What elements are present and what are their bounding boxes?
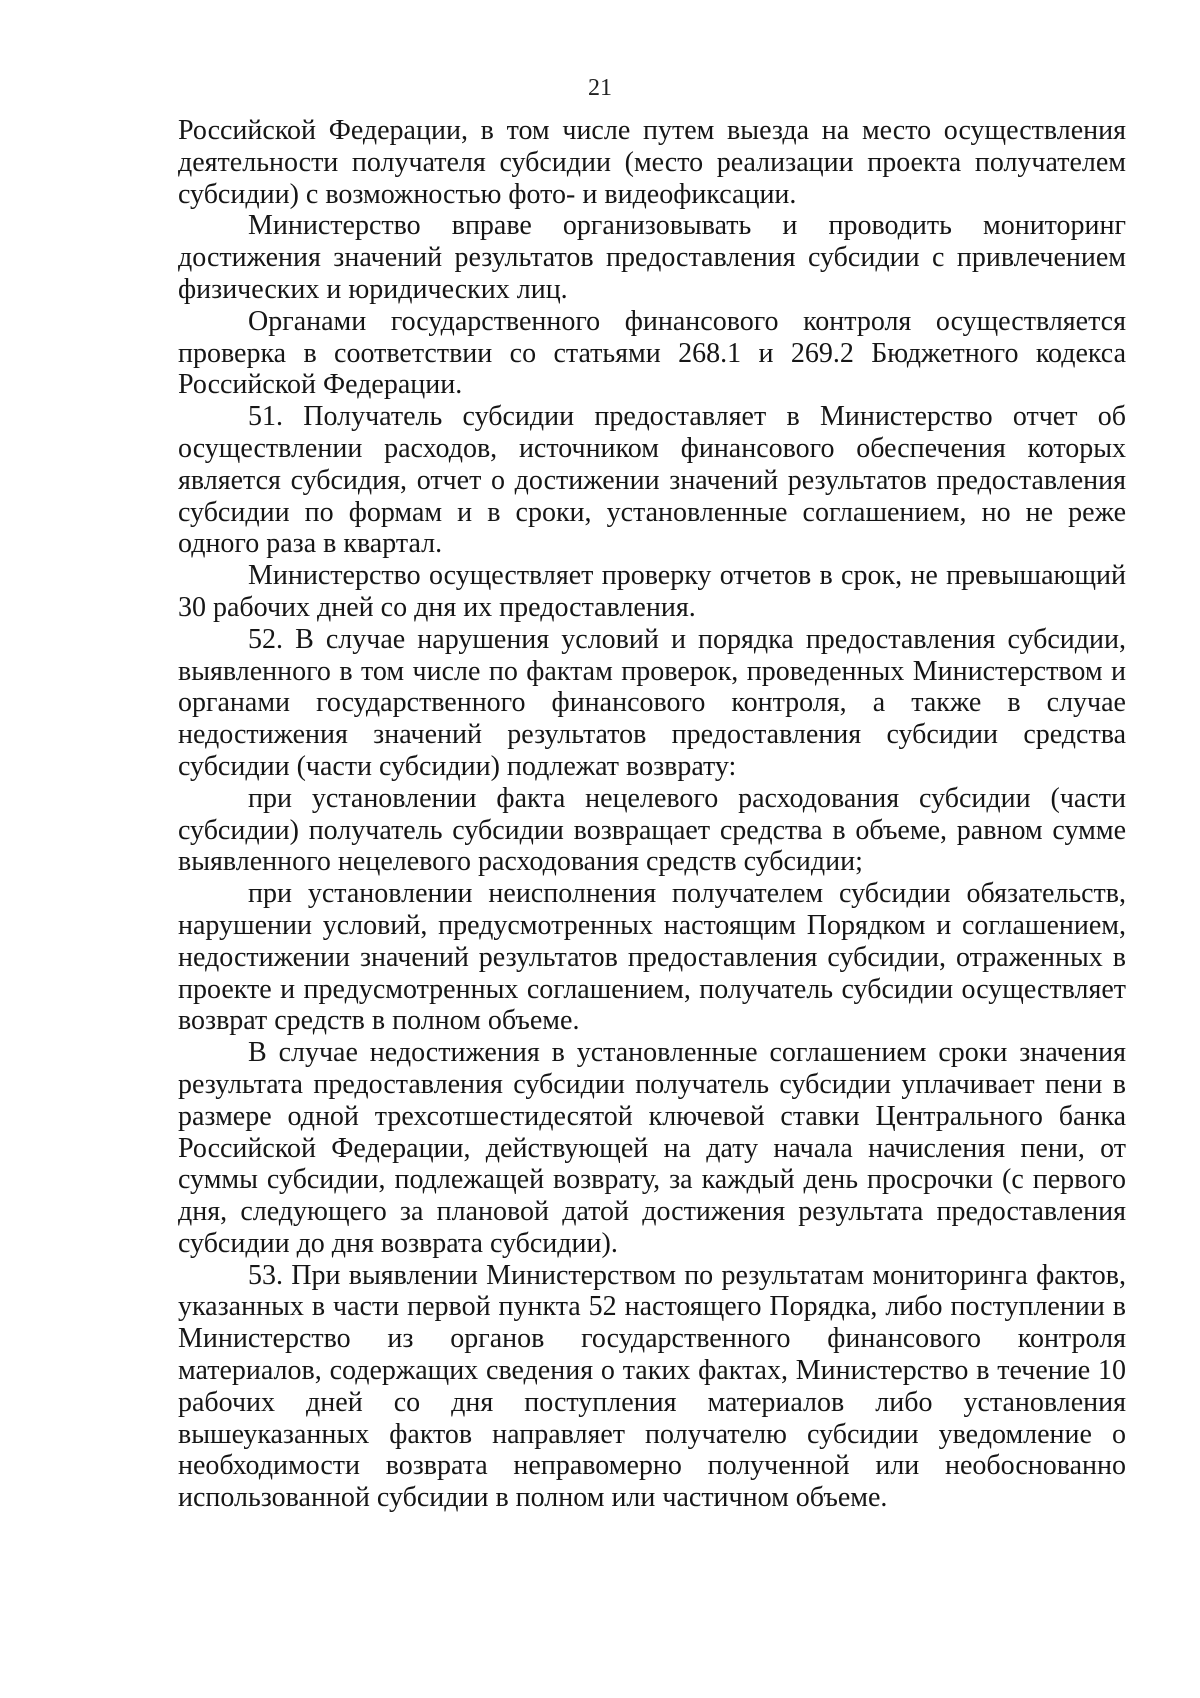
paragraph-penalty: В случае недостижения в установленные соглашением сроки значения результата предоставления субсидии получатель субсидии уплачивает пени в размере одной трехсотшестидесятой ключевой ставки Центрального банка Российской Федерации, действующей на дату начала начисления пени, от суммы субсидии, подлежащей возврату, за каждый день просрочки (с первого дня, следующего за плановой датой достижения результата предоставления субсидии до дня возврата субсидии).: [178, 1037, 1126, 1259]
paragraph-51-report: 51. Получатель субсидии предоставляет в Министерство отчет об осуществлении расходов, источником финансового обеспечения которых является субсидия, отчет о достижении значений результатов предоставления субсидии по формам и в сроки, установленные соглашением, но не реже одного раза в квартал.: [178, 401, 1126, 560]
page-number: 21: [588, 75, 612, 101]
paragraph-report-check: Министерство осуществляет проверку отчетов в срок, не превышающий 30 рабочих дней со дня их предоставления.: [178, 560, 1126, 623]
paragraph-53-notification: 53. При выявлении Министерством по результатам мониторинга фактов, указанных в части первой пункта 52 настоящего Порядка, либо поступлении в Министерство из органов государственного финансового контроля материалов, содержащих сведения о таких фактах, Министерство в течение 10 рабочих дней со дня поступления материалов либо установления вышеуказанных фактов направляет получателю субсидии уведомление о необходимости возврата неправомерно полученной или необоснованно использованной субсидии в полном или частичном объеме.: [178, 1259, 1126, 1514]
paragraph-non-fulfillment: при установлении неисполнения получателем субсидии обязательств, нарушении условий, предусмотренных настоящим Порядком и соглашением, недостижении значений результатов предоставления субсидии, отраженных в проекте и предусмотренных соглашением, получатель субсидии осуществляет возврат средств в полном объеме.: [178, 878, 1126, 1037]
paragraph-monitoring: Министерство вправе организовывать и проводить мониторинг достижения значений результатов предоставления субсидии с привлечением физических и юридических лиц.: [178, 210, 1126, 305]
paragraph-continuation: Российской Федерации, в том числе путем выезда на место осуществления деятельности получателя субсидии (место реализации проекта получателем субсидии) с возможностью фото- и видеофиксации.: [178, 115, 1126, 210]
paragraph-52-violations: 52. В случае нарушения условий и порядка предоставления субсидии, выявленного в том числе по фактам проверок, проведенных Министерством и органами государственного финансового контроля, а также в случае недостижения значений результатов предоставления субсидии средства субсидии (части субсидии) подлежат возврату:: [178, 623, 1126, 782]
document-body: [178, 115, 1126, 1514]
paragraph-misuse: при установлении факта нецелевого расходования субсидии (части субсидии) получатель субсидии возвращает средства в объеме, равном сумме выявленного нецелевого расходования средств субсидии;: [178, 782, 1126, 878]
paragraph-financial-control: Органами государственного финансового контроля осуществляется проверка в соответствии со статьями 268.1 и 269.2 Бюджетного кодекса Российской Федерации.: [178, 305, 1126, 401]
